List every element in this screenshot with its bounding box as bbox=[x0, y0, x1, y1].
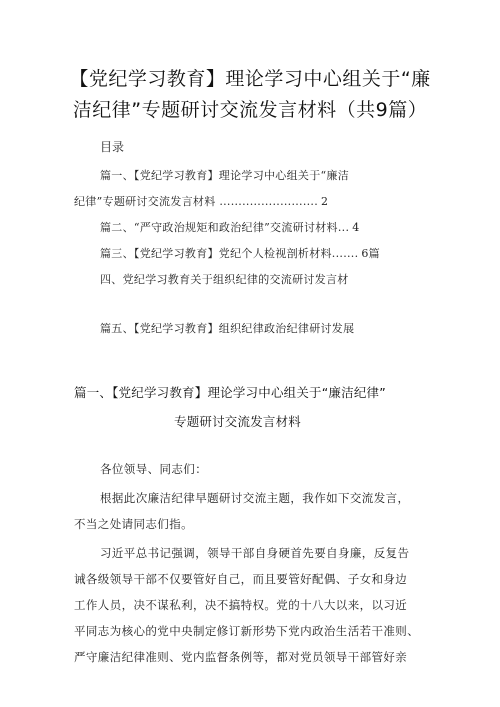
toc-page-number: 6篇 bbox=[361, 247, 380, 260]
section-heading-line-1: 篇一、【党纪学习教育】理论学习中心组关于“廉洁纪律” bbox=[74, 385, 386, 400]
toc-item-text: 纪律”专题研讨交流发言材料 .......................... bbox=[74, 195, 319, 208]
toc-page-number: 2 bbox=[321, 195, 329, 208]
toc-item[interactable] bbox=[100, 320, 354, 336]
toc-item[interactable] bbox=[100, 167, 349, 183]
toc-page-number: 4 bbox=[352, 221, 360, 234]
toc-item-text: 篇五、【党纪学习教育】组织纪律政治纪律研讨发展 bbox=[100, 322, 355, 335]
document-title bbox=[40, 64, 460, 126]
toc-item[interactable] bbox=[100, 219, 360, 235]
body-line: 习近平总书记强调，领导干部自身硬首先要自身廉，反复告 bbox=[100, 546, 410, 560]
body-line: 工作人员，决不谋私利，决不搞特权。党的十八大以来，以习近 bbox=[74, 598, 408, 612]
toc-heading: 目录 bbox=[100, 140, 125, 154]
body-line: 不当之处请同志们指。 bbox=[74, 517, 193, 531]
toc-item[interactable] bbox=[74, 193, 328, 209]
body-line: 诫各级领导干部不仅要管好自己，而且要管好配偶、子女和身边 bbox=[74, 572, 408, 586]
body-line: 严守廉洁纪律准则、党内监督条例等，都对党员领导干部管好亲 bbox=[74, 650, 408, 664]
body-line: 根据此次廉洁纪律早题研讨交流主题，我作如下交流发言， bbox=[100, 491, 410, 505]
toc-item-text: 篇三、【党纪学习教育】党纪个人检视剖析材料....... bbox=[100, 247, 359, 260]
toc-item-text: 篇二、“严守政治规矩和政治纪律”交流研讨材料... bbox=[100, 221, 350, 234]
toc-item-text: 篇一、【党纪学习教育】理论学习中心组关于“廉洁 bbox=[100, 169, 350, 182]
toc-item[interactable] bbox=[100, 245, 380, 261]
section-heading-line-2: 专题研讨交流发言材料 bbox=[174, 414, 302, 429]
body-line: 平同志为核心的党中央制定修订新形势下党内政治生活若干准则、 bbox=[74, 624, 420, 638]
title-line-2: 洁纪律”专题研讨交流发言材料（共9篇） bbox=[72, 99, 428, 121]
toc-item-text: 四、党纪学习教育关于组织纪律的交流研讨发言材 bbox=[100, 273, 349, 286]
toc-item[interactable] bbox=[100, 271, 349, 287]
salutation: 各位领导、同志们： bbox=[100, 462, 208, 476]
title-line-1: 【党纪学习教育】理论学习中心组关于“廉 bbox=[69, 68, 431, 90]
